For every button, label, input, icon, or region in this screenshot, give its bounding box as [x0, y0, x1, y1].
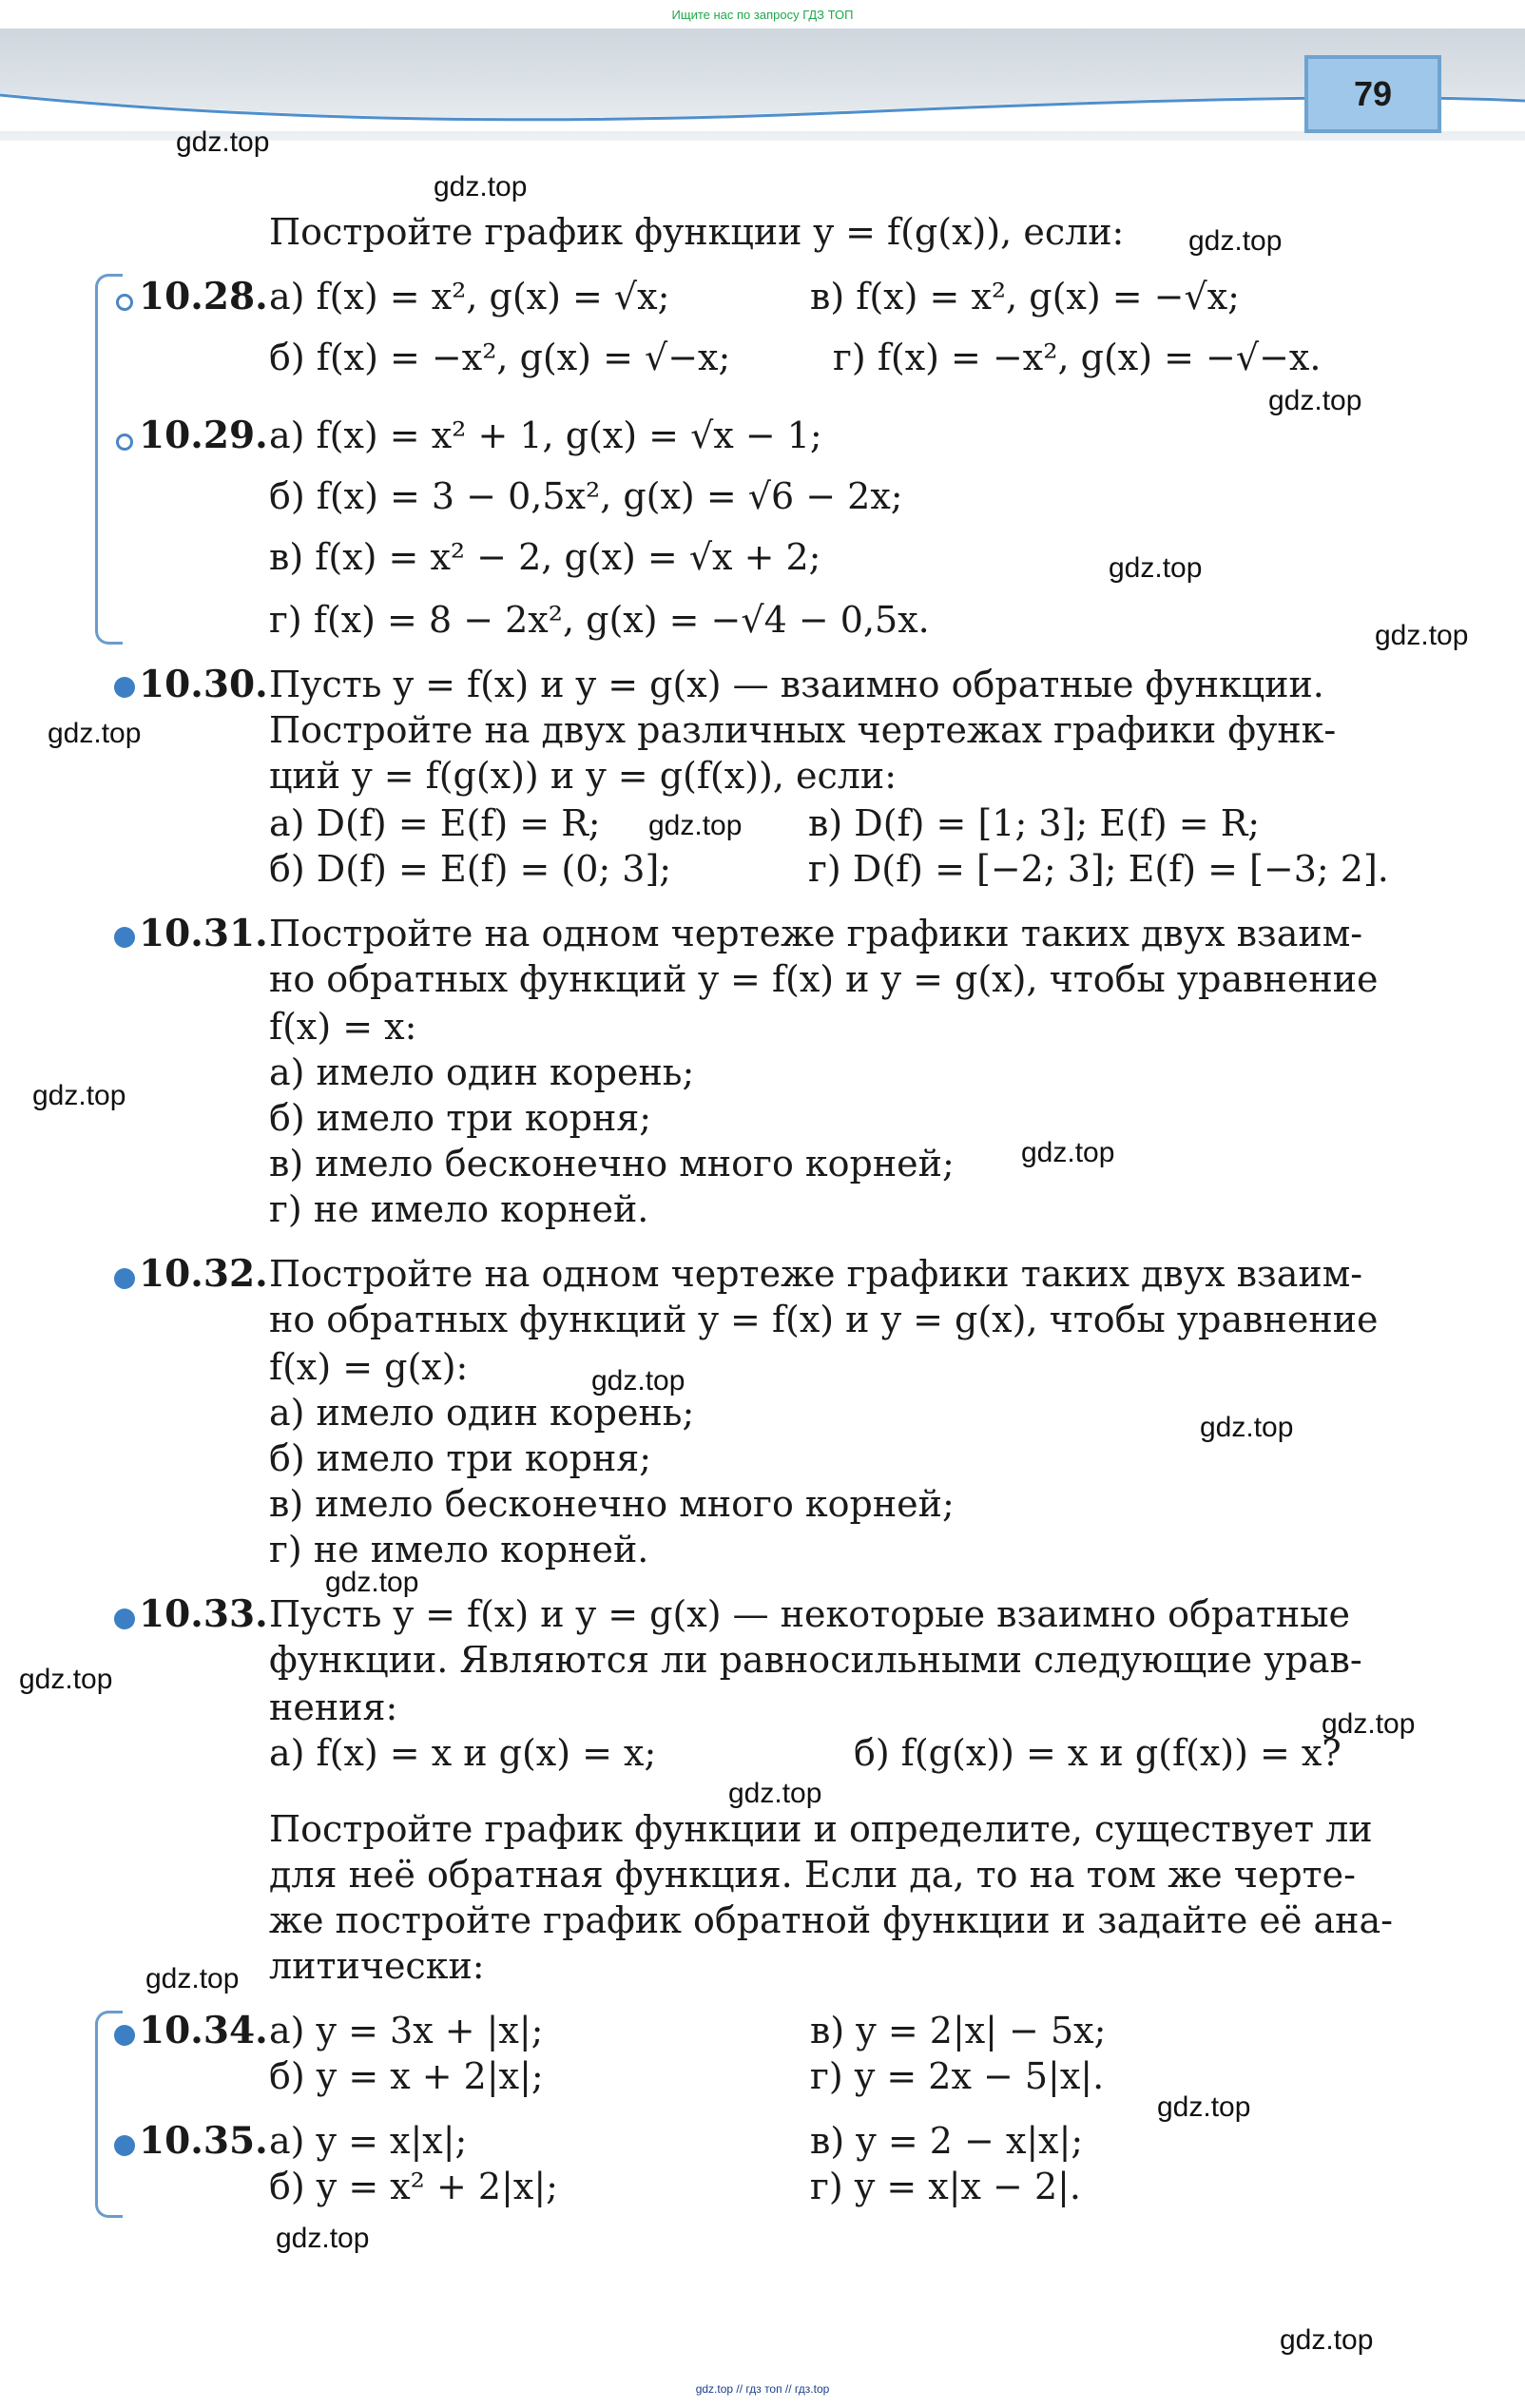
exercise-text: Постройте на одном чертеже графики таких двух взаим- — [269, 913, 1363, 954]
exercise-item: в) D(f) = [1; 3]; E(f) = R; — [808, 802, 1261, 844]
exercise-item: в) y = 2|x| − 5x; — [810, 2010, 1107, 2052]
watermark: gdz.top — [1109, 552, 1203, 584]
watermark: gdz.top — [1157, 2091, 1251, 2123]
exercise-item: а) имело один корень; — [269, 1392, 695, 1434]
exercise-number: 10.33. — [139, 1592, 268, 1636]
exercise-number: 10.29. — [139, 414, 268, 457]
exercise-item: в) имело бесконечно много корней; — [269, 1143, 955, 1185]
watermark: gdz.top — [1021, 1137, 1115, 1168]
watermark: gdz.top — [48, 718, 142, 749]
watermark: gdz.top — [648, 810, 743, 841]
watermark: gdz.top — [1322, 1708, 1416, 1740]
exercise-text: но обратных функций y = f(x) и y = g(x), чтобы уравнение — [269, 958, 1379, 1000]
exercise-text: Пусть y = f(x) и y = g(x) — некоторые взаимно обратные — [269, 1593, 1350, 1635]
watermark: gdz.top — [728, 1778, 822, 1809]
exercise-text: нения: — [269, 1686, 398, 1728]
section-intro: Постройте график функции y = f(g(x)), если: — [269, 211, 1125, 253]
watermark: gdz.top — [176, 126, 270, 158]
watermark: gdz.top — [276, 2223, 370, 2254]
exercise-item: б) D(f) = E(f) = (0; 3]; — [269, 848, 672, 890]
exercise-number: 10.31. — [139, 912, 268, 955]
exercise-item: г) не имело корней. — [269, 1529, 649, 1570]
exercise-item: б) f(g(x)) = x и g(f(x)) = x? — [854, 1732, 1342, 1774]
exercise-item: а) D(f) = E(f) = R; — [269, 802, 601, 844]
exercise-item: б) y = x + 2|x|; — [269, 2055, 544, 2097]
exercise-item: в) y = 2 − x|x|; — [810, 2120, 1084, 2162]
watermark: gdz.top — [145, 1963, 240, 1994]
difficulty-filled-marker — [114, 1609, 135, 1629]
section-intro: же постройте график обратной функции и задайте её ана- — [269, 1899, 1393, 1941]
page-number: 79 — [1304, 55, 1441, 133]
exercise-item: в) имело бесконечно много корней; — [269, 1483, 955, 1525]
difficulty-open-marker — [116, 433, 133, 451]
exercise-item: г) y = 2x − 5|x|. — [810, 2055, 1105, 2097]
exercise-text: Постройте на одном чертеже графики таких двух взаим- — [269, 1253, 1363, 1295]
exercise-item: г) D(f) = [−2; 3]; E(f) = [−3; 2]. — [808, 848, 1389, 890]
watermark: gdz.top — [19, 1664, 113, 1695]
difficulty-filled-marker — [114, 927, 135, 948]
exercise-item: г) не имело корней. — [269, 1188, 649, 1230]
exercise-item: б) f(x) = −x², g(x) = √−x; — [269, 337, 731, 378]
watermark: gdz.top — [1188, 225, 1283, 257]
exercise-text: но обратных функций y = f(x) и y = g(x), чтобы уравнение — [269, 1299, 1379, 1340]
exercise-number: 10.34. — [139, 2009, 268, 2052]
exercise-text: f(x) = g(x): — [269, 1346, 469, 1388]
watermark: gdz.top — [434, 171, 528, 202]
section-intro: Постройте график функции и определите, существует ли — [269, 1808, 1373, 1850]
difficulty-open-marker — [116, 294, 133, 311]
watermark: gdz.top — [325, 1567, 419, 1598]
exercise-text: f(x) = x: — [269, 1006, 417, 1048]
watermark: gdz.top — [1268, 385, 1362, 416]
watermark: gdz.top — [1375, 620, 1469, 651]
section-intro: литически: — [269, 1945, 485, 1987]
exercise-item: г) f(x) = −x², g(x) = −√−x. — [833, 337, 1322, 378]
exercise-item: б) имело три корня; — [269, 1097, 652, 1139]
watermark: gdz.top — [1200, 1412, 1294, 1443]
exercise-item: а) y = 3x + |x|; — [269, 2010, 544, 2052]
exercise-text: функции. Являются ли равносильными следующие урав- — [269, 1639, 1362, 1681]
exercise-item: а) f(x) = x и g(x) = x; — [269, 1732, 657, 1774]
watermark: gdz.top — [591, 1365, 685, 1397]
exercise-item: а) имело один корень; — [269, 1051, 695, 1093]
difficulty-filled-marker — [114, 1268, 135, 1289]
watermark: gdz.top — [32, 1080, 126, 1111]
exercise-number: 10.28. — [139, 275, 268, 318]
exercise-item: б) имело три корня; — [269, 1437, 652, 1479]
footer-note: gdz.top // гдз топ // гдз.top — [695, 2382, 830, 2396]
watermark: gdz.top — [1280, 2324, 1374, 2356]
exercise-text: Пусть y = f(x) и y = g(x) — взаимно обратные функции. — [269, 664, 1324, 705]
exercise-item: б) y = x² + 2|x|; — [269, 2166, 558, 2207]
exercise-number: 10.35. — [139, 2119, 268, 2163]
exercise-item: г) y = x|x − 2|. — [810, 2166, 1081, 2207]
exercise-item: в) f(x) = x², g(x) = −√x; — [810, 276, 1240, 318]
exercise-item: а) f(x) = x², g(x) = √x; — [269, 276, 670, 318]
difficulty-filled-marker — [114, 2025, 135, 2046]
exercise-item: а) f(x) = x² + 1, g(x) = √x − 1; — [269, 414, 822, 456]
header-wave — [0, 93, 1525, 131]
exercise-text: Постройте на двух различных чертежах графики функ- — [269, 709, 1337, 751]
top-note: Ищите нас по запросу ГДЗ ТОП — [671, 8, 854, 22]
section-intro: для неё обратная функция. Если да, то на том же черте- — [269, 1854, 1357, 1896]
difficulty-filled-marker — [114, 677, 135, 698]
exercise-item: г) f(x) = 8 − 2x², g(x) = −√4 − 0,5x. — [269, 599, 930, 641]
exercise-item: в) f(x) = x² − 2, g(x) = √x + 2; — [269, 536, 821, 578]
exercise-number: 10.30. — [139, 663, 268, 706]
exercise-number: 10.32. — [139, 1252, 268, 1296]
exercise-item: а) y = x|x|; — [269, 2120, 468, 2162]
difficulty-filled-marker — [114, 2135, 135, 2156]
exercise-text: ций y = f(g(x)) и y = g(f(x)), если: — [269, 755, 898, 797]
exercise-item: б) f(x) = 3 − 0,5x², g(x) = √6 − 2x; — [269, 475, 903, 517]
exercise-group-bracket — [95, 274, 123, 645]
